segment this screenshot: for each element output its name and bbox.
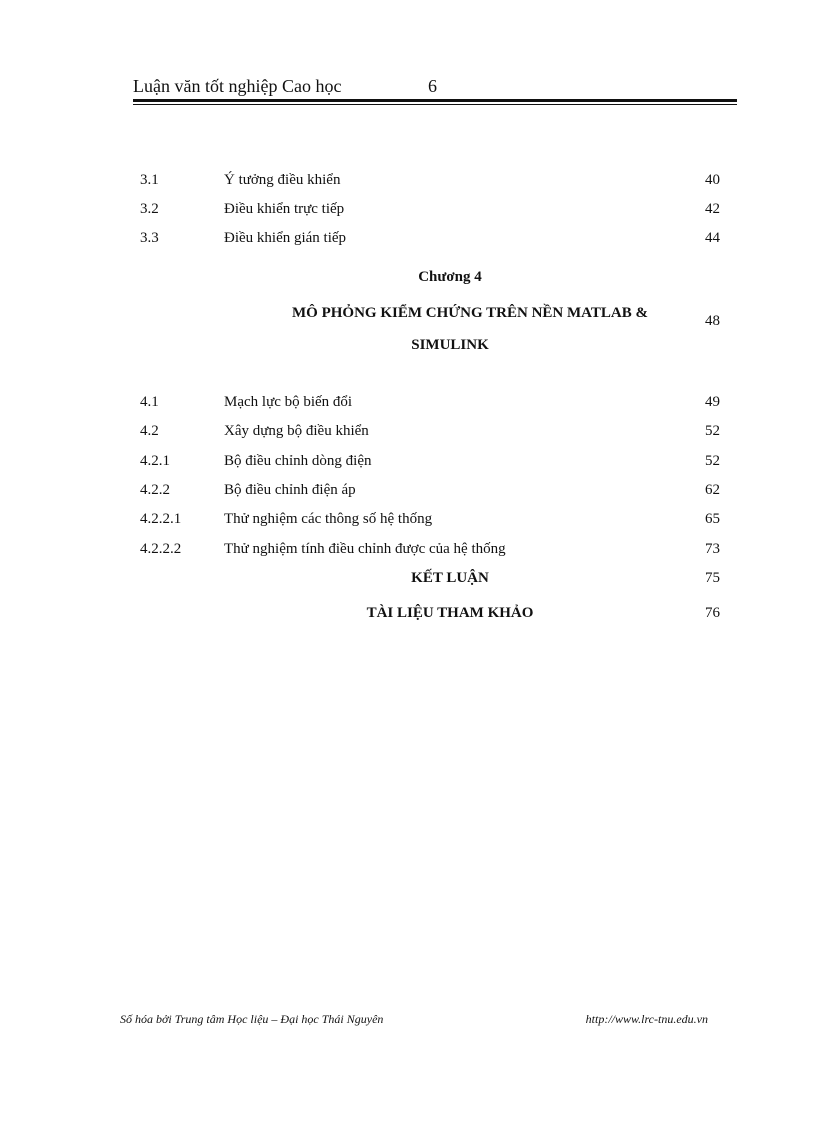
toc-text: Điều khiển gián tiếp: [224, 230, 347, 246]
toc-page: 73: [705, 541, 720, 557]
toc-number: 4.2.2.1: [140, 511, 182, 527]
toc-row: [0, 172, 816, 194]
footer-credit: Số hóa bởi Trung tâm Học liệu – Đại học Thái Nguyên: [120, 1012, 384, 1026]
toc-page: 40: [705, 172, 720, 188]
toc-text: Điều khiển trực tiếp: [224, 201, 345, 217]
toc-number: 4.2: [140, 423, 159, 439]
header-rule-thin: [133, 104, 737, 105]
toc-text: Thử nghiệm tính điều chỉnh được của hệ thống: [224, 541, 506, 557]
toc-row: [0, 453, 816, 475]
toc-page: 65: [705, 511, 720, 527]
toc-page: 49: [705, 394, 720, 410]
chapter-page: 48: [705, 313, 720, 329]
toc-row: [0, 230, 816, 252]
toc-text: Mạch lực bộ biến đổi: [224, 394, 353, 410]
conclusion-heading: KẾT LUẬN: [411, 570, 489, 586]
toc-page: 62: [705, 482, 720, 498]
footer-url: http://www.lrc-tnu.edu.vn: [585, 1012, 708, 1026]
toc-number: 3.3: [140, 230, 159, 246]
toc-row: [0, 423, 816, 445]
toc-page: 44: [705, 230, 720, 246]
page-number: 6: [428, 76, 437, 96]
toc-text: Thử nghiệm các thông số hệ thống: [224, 511, 433, 527]
toc-number: 4.2.2.2: [140, 541, 182, 557]
chapter-label: Chương 4: [418, 269, 482, 285]
toc-text: Bộ điều chỉnh điện áp: [224, 482, 356, 498]
thesis-title: Luận văn tốt nghiệp Cao học: [133, 76, 342, 96]
toc-page: 52: [705, 453, 720, 469]
chapter-title-line1: MÔ PHỎNG KIỂM CHỨNG TRÊN NỀN MATLAB &: [292, 305, 648, 321]
toc-text: Ý tưởng điều khiển: [224, 172, 341, 188]
toc-number: 3.1: [140, 172, 159, 188]
toc-text: Xây dựng bộ điều khiển: [224, 423, 369, 439]
toc-number: 3.2: [140, 201, 159, 217]
toc-number: 4.2.2: [140, 482, 170, 498]
references-heading: TÀI LIỆU THAM KHẢO: [366, 605, 534, 621]
chapter-title-line2: SIMULINK: [411, 337, 489, 353]
toc-page: 52: [705, 423, 720, 439]
toc-page: 42: [705, 201, 720, 217]
header-rule-thick: [133, 99, 737, 102]
conclusion-page: 75: [705, 570, 720, 586]
references-page: 76: [705, 605, 720, 621]
toc-row: [0, 201, 816, 223]
toc-number: 4.2.1: [140, 453, 170, 469]
toc-row: [0, 482, 816, 504]
toc-number: 4.1: [140, 394, 159, 410]
toc-row: [0, 541, 816, 563]
toc-row: [0, 394, 816, 416]
toc-text: Bộ điều chỉnh dòng điện: [224, 453, 372, 469]
toc-row: [0, 511, 816, 533]
